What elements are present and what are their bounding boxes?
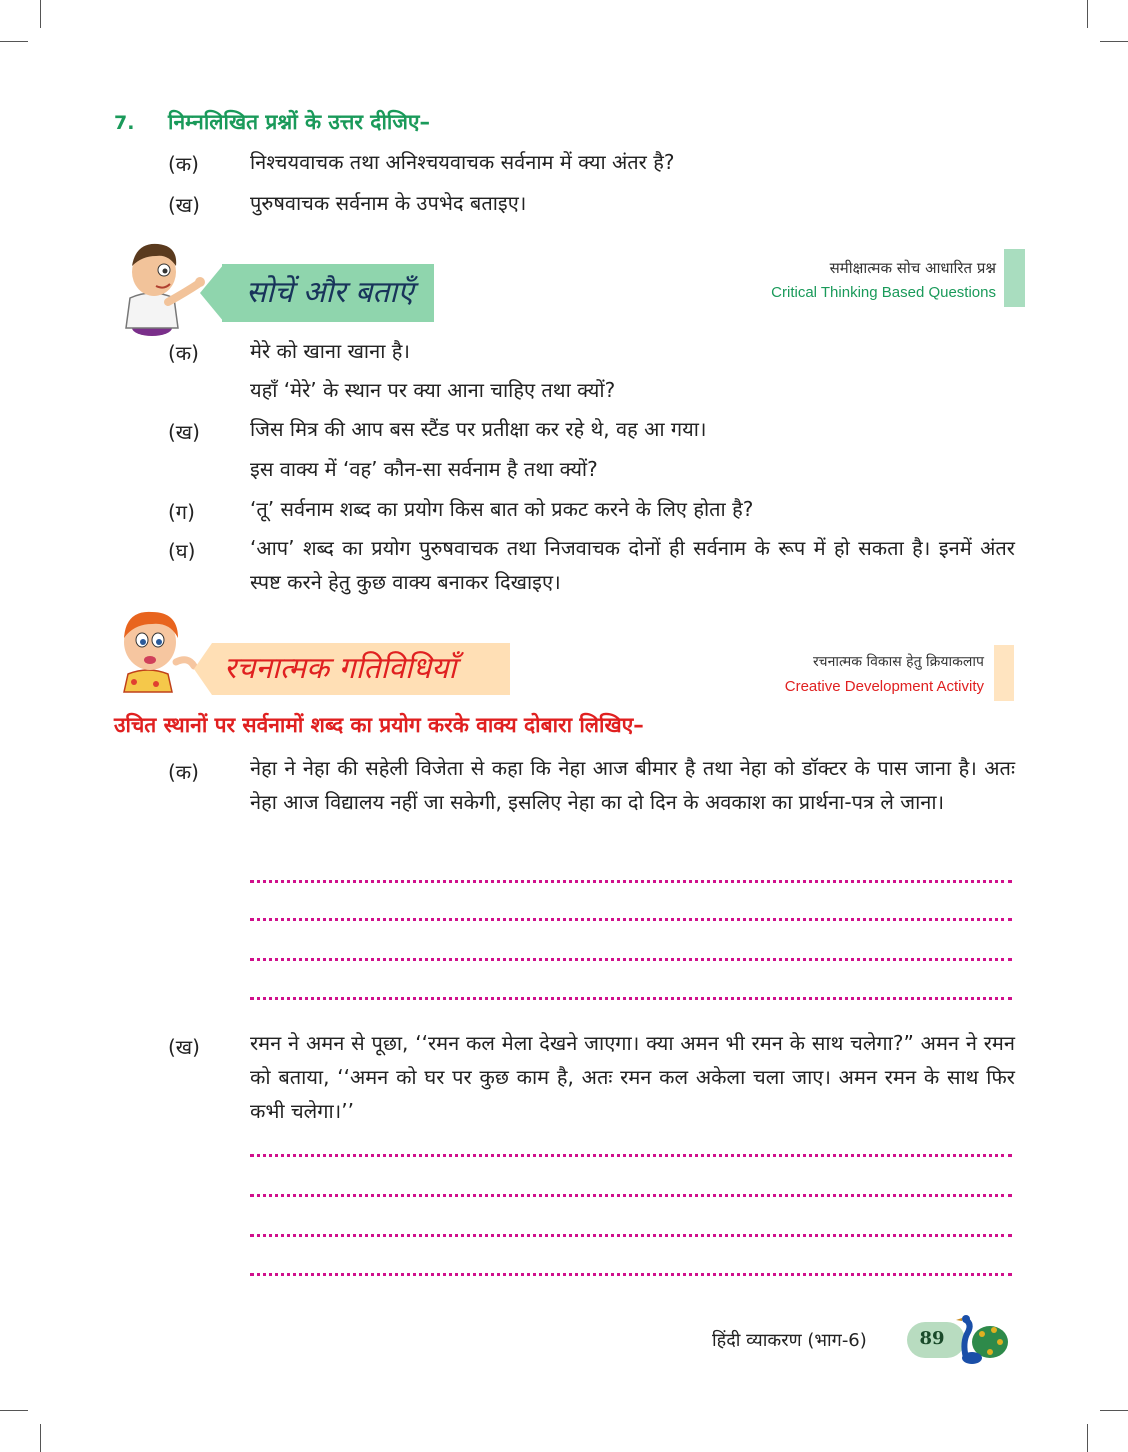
item-label: (क): [168, 760, 199, 784]
book-title: हिंदी व्याकरण (भाग-6): [712, 1330, 867, 1351]
answer-line[interactable]: [250, 1234, 1012, 1237]
item-text: मेरे को खाना खाना है।: [250, 339, 410, 363]
item-text: यहाँ ‘मेरे’ के स्थान पर क्या आना चाहिए तथा क्यों?: [250, 378, 616, 402]
peacock-illustration: [952, 1312, 1010, 1368]
boy-pointing-illustration: [112, 236, 212, 336]
answer-line[interactable]: [250, 880, 1012, 883]
crop-mark: [0, 41, 28, 42]
item-text: ‘आप’ शब्द का प्रयोग पुरुषवाचक तथा निजवाचक दोनों ही सर्वनाम के रूप में हो सकता है। इनमें अंतर स्पष्ट करने हेतु कुछ वाक्य बनाकर दिखाइए।: [250, 536, 1015, 594]
item-label: (क): [168, 152, 199, 176]
item-label: (ख): [168, 1035, 200, 1059]
item-label: (ग): [168, 500, 195, 524]
answer-line[interactable]: [250, 958, 1012, 961]
section-subtitle-english: Creative Development Activity: [784, 678, 984, 695]
question-number: 7.: [114, 112, 135, 134]
item-label: (ख): [168, 193, 200, 217]
section-subtitle-english: Critical Thinking Based Questions: [771, 284, 996, 301]
item-text: निश्चयवाचक तथा अनिश्चयवाचक सर्वनाम में क्या अंतर है?: [250, 150, 675, 174]
crop-mark: [1087, 1424, 1088, 1452]
crop-mark: [0, 1410, 28, 1411]
crop-mark: [40, 1424, 41, 1452]
page-number: 89: [919, 1328, 945, 1349]
item-text: जिस मित्र की आप बस स्टैंड पर प्रतीक्षा कर रहे थे, वह आ गया।: [250, 417, 707, 441]
crop-mark: [1100, 41, 1128, 42]
answer-line[interactable]: [250, 1194, 1012, 1197]
crop-mark: [40, 0, 41, 28]
exercise-instruction: उचित स्थानों पर सर्वनामों शब्द का प्रयोग करके वाक्य दोबारा लिखिए–: [114, 713, 644, 737]
item-text: नेहा ने नेहा की सहेली विजेता से कहा कि नेहा आज बीमार है तथा नेहा को डॉक्टर के पास जाना है। अतः नेहा आज विद्यालय नहीं जा सकेगी, इसलिए नेहा का दो दिन के अवकाश का प्रार्थना-पत्र ले जाना।: [250, 756, 1015, 814]
section-subtitle-hindi: रचनात्मक विकास हेतु क्रियाकलाप: [812, 654, 984, 670]
section-title: सोचें और बताएँ: [246, 275, 414, 310]
answer-line[interactable]: [250, 1154, 1012, 1157]
item-text: इस वाक्य में ‘वह’ कौन-सा सर्वनाम है तथा क्यों?: [250, 457, 598, 481]
section-title: रचनात्मक गतिविधियाँ: [224, 651, 457, 686]
section-tab: [1004, 249, 1025, 307]
section-tab: [994, 645, 1014, 701]
answer-line[interactable]: [250, 1273, 1012, 1276]
answer-line[interactable]: [250, 918, 1012, 921]
crop-mark: [1100, 1410, 1128, 1411]
item-label: (ख): [168, 420, 200, 444]
item-label: (घ): [168, 539, 196, 563]
question-title: निम्नलिखित प्रश्नों के उत्तर दीजिए–: [168, 110, 431, 134]
crop-mark: [1087, 0, 1088, 28]
item-text: रमन ने अमन से पूछा, ‘‘रमन कल मेला देखने जाएगा। क्या अमन भी रमन के साथ चलेगा?” अमन ने रमन को बताया, ‘‘अमन को घर पर कुछ काम है, अतः रमन कल अकेला चला जाए। अमन रमन के साथ फिर कभी चलेगा।’’: [250, 1031, 1015, 1123]
answer-line[interactable]: [250, 997, 1012, 1000]
section-subtitle-hindi: समीक्षात्मक सोच आधारित प्रश्न: [829, 259, 996, 277]
girl-waving-illustration: [112, 604, 202, 694]
item-label: (क): [168, 341, 199, 365]
item-text: पुरुषवाचक सर्वनाम के उपभेद बताइए।: [250, 191, 527, 215]
item-text: ‘तू’ सर्वनाम शब्द का प्रयोग किस बात को प्रकट करने के लिए होता है?: [250, 497, 754, 521]
